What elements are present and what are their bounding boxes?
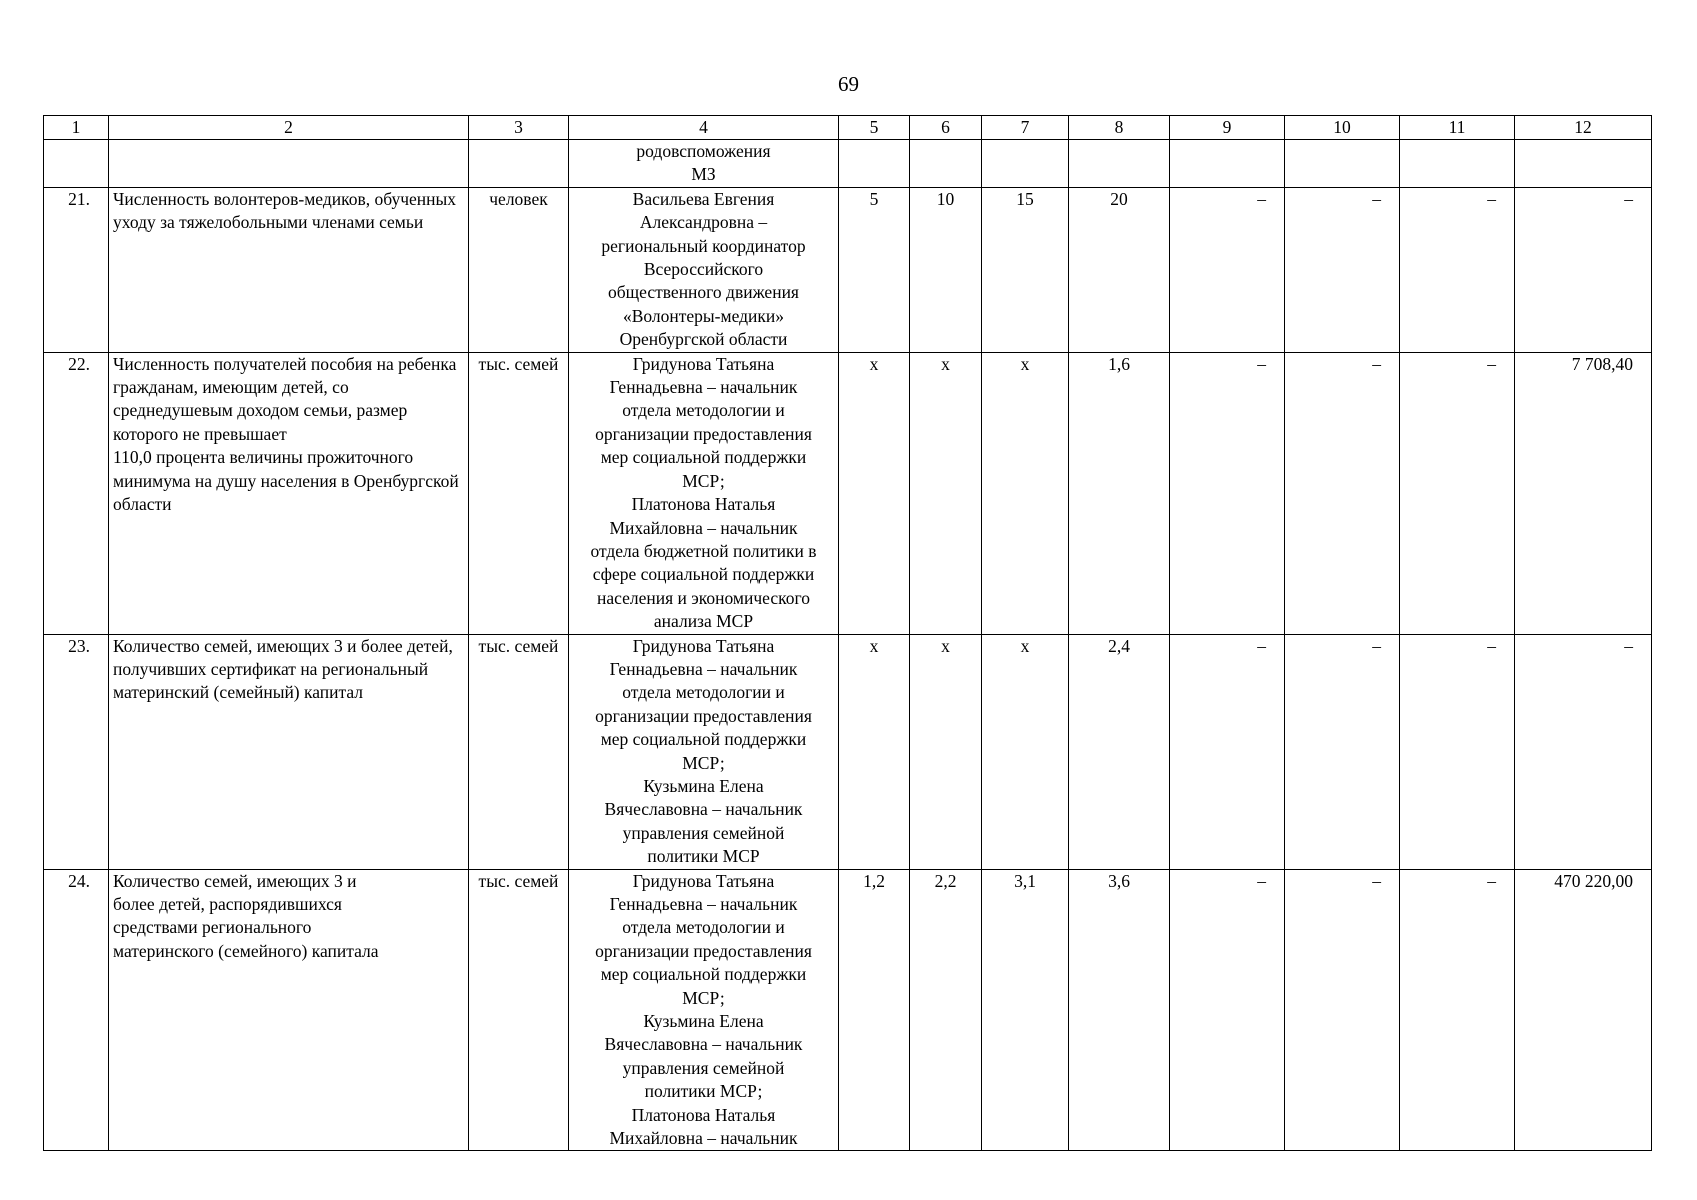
value-col-11: –: [1400, 352, 1515, 634]
column-number: 4: [569, 116, 839, 140]
value-col-12: –: [1515, 634, 1652, 869]
column-number: 3: [469, 116, 569, 140]
column-number-row: [44, 116, 1652, 140]
row-number: 22.: [44, 352, 109, 634]
responsible-person: Гридунова Татьяна Геннадьевна – начальник отдела методологии и организации предоставления мер социальной поддержки МСР; Платонова Наталья Михайловна – начальник отдела бюджетной политики в сфере социальной поддержки населения и экономического анализа МСР: [569, 352, 839, 634]
value-col-5: 1,2: [839, 869, 910, 1151]
value-col-6: х: [910, 634, 982, 869]
value-col-7: х: [982, 634, 1069, 869]
value-col-5: 5: [839, 187, 910, 352]
value-col-5: х: [839, 352, 910, 634]
value-col-10: –: [1285, 352, 1400, 634]
value-col-9: –: [1170, 869, 1285, 1151]
column-number: 5: [839, 116, 910, 140]
table-row: [44, 352, 1652, 634]
value-col-11: –: [1400, 634, 1515, 869]
continuation-row: [44, 140, 1652, 188]
value-col-8: 2,4: [1069, 634, 1170, 869]
value-col-9: –: [1170, 352, 1285, 634]
value-col-6: х: [910, 352, 982, 634]
value-col-12: –: [1515, 187, 1652, 352]
column-number: 11: [1400, 116, 1515, 140]
value-col-6: 10: [910, 187, 982, 352]
value-col-8: 3,6: [1069, 869, 1170, 1151]
row-number: 23.: [44, 634, 109, 869]
responsible-person: Гридунова Татьяна Геннадьевна – начальник отдела методологии и организации предоставления мер социальной поддержки МСР; Кузьмина Елена Вячеславовна – начальник управления семейной политики МСР: [569, 634, 839, 869]
value-col-11: –: [1400, 187, 1515, 352]
column-number: 7: [982, 116, 1069, 140]
table-row: [44, 869, 1652, 1151]
table-row: [44, 187, 1652, 352]
column-number: 8: [1069, 116, 1170, 140]
value-col-10: –: [1285, 634, 1400, 869]
table-row: [44, 634, 1652, 869]
indicator-name: Количество семей, имеющих 3 и более детей, распорядившихся средствами регионального материнского (семейного) капитала: [109, 869, 469, 1151]
responsible-person: Васильева Евгения Александровна – региональный координатор Всероссийского общественного движения «Волонтеры-медики» Оренбургской области: [569, 187, 839, 352]
value-col-10: –: [1285, 187, 1400, 352]
unit-of-measure: тыс. семей: [469, 352, 569, 634]
value-col-10: –: [1285, 869, 1400, 1151]
column-number: 1: [44, 116, 109, 140]
column-number: 9: [1170, 116, 1285, 140]
indicators-table: [43, 115, 1652, 1151]
column-number: 10: [1285, 116, 1400, 140]
indicator-name: Численность волонтеров-медиков, обученных уходу за тяжелобольными членами семьи: [109, 187, 469, 352]
value-col-11: –: [1400, 869, 1515, 1151]
column-number: 12: [1515, 116, 1652, 140]
value-col-6: 2,2: [910, 869, 982, 1151]
unit-of-measure: тыс. семей: [469, 634, 569, 869]
value-col-7: х: [982, 352, 1069, 634]
value-col-12: 470 220,00: [1515, 869, 1652, 1151]
row-number: 24.: [44, 869, 109, 1151]
value-col-9: –: [1170, 187, 1285, 352]
indicator-name: Количество семей, имеющих 3 и более детей, получивших сертификат на региональный материнский (семейный) капитал: [109, 634, 469, 869]
value-col-7: 15: [982, 187, 1069, 352]
unit-of-measure: человек: [469, 187, 569, 352]
responsible-person: Гридунова Татьяна Геннадьевна – начальник отдела методологии и организации предоставления мер социальной поддержки МСР; Кузьмина Елена Вячеславовна – начальник управления семейной политики МСР; Платонова Наталья Михайловна – начальник: [569, 869, 839, 1151]
continuation-responsible: родовспоможения МЗ: [569, 140, 839, 188]
row-number: 21.: [44, 187, 109, 352]
unit-of-measure: тыс. семей: [469, 869, 569, 1151]
column-number: 6: [910, 116, 982, 140]
column-number: 2: [109, 116, 469, 140]
value-col-8: 1,6: [1069, 352, 1170, 634]
value-col-7: 3,1: [982, 869, 1069, 1151]
page-number: 69: [838, 72, 859, 96]
value-col-9: –: [1170, 634, 1285, 869]
indicator-name: Численность получателей пособия на ребенка гражданам, имеющим детей, со среднедушевым доходом семьи, размер которого не превышает 110,0 процента величины прожиточного минимума на душу населения в Оренбургской области: [109, 352, 469, 634]
value-col-8: 20: [1069, 187, 1170, 352]
value-col-5: х: [839, 634, 910, 869]
value-col-12: 7 708,40: [1515, 352, 1652, 634]
